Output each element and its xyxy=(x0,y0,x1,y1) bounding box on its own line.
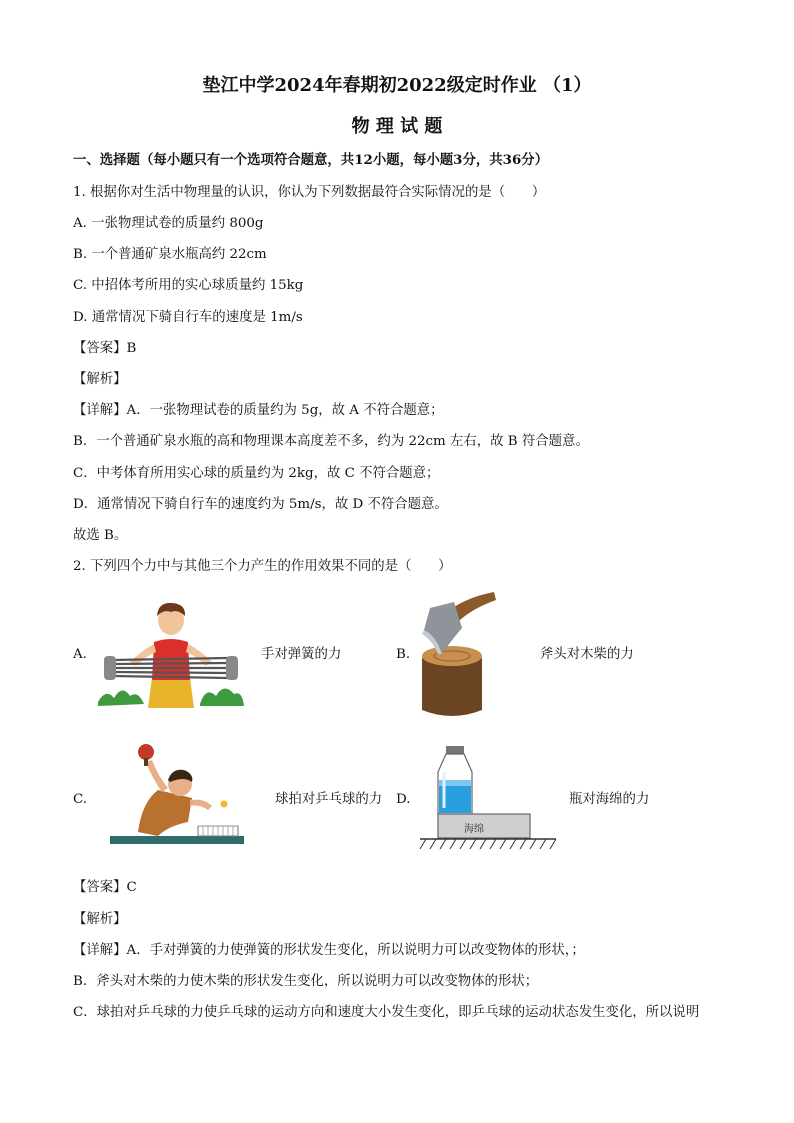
q1-analysis: 【解析】 xyxy=(73,372,127,387)
q1-option-a: A. 一张物理试卷的质量约 800g xyxy=(73,216,264,231)
section-heading: 一、选择题（每小题只有一个选项符合题意，共12小题，每小题3分，共36分） xyxy=(73,152,549,168)
q2-caption-a: 手对弹簧的力 xyxy=(261,647,342,662)
q2-stem: 2. 下列四个力中与其他三个力产生的作用效果不同的是（ ） xyxy=(73,559,452,574)
q1-option-c: C. 中招体考所用的实心球质量约 15kg xyxy=(73,278,304,293)
sponge-label: 海绵 xyxy=(464,824,484,835)
q1-option-b: B. 一个普通矿泉水瓶高约 22cm xyxy=(73,247,267,262)
q2-detail-a: 【详解】A．手对弹簧的力使弹簧的形状发生变化，所以说明力可以改变物体的形状，； xyxy=(73,943,585,958)
q1-conclusion: 故选 B。 xyxy=(73,528,128,543)
axe-log-illustration xyxy=(402,588,502,718)
spring-stretcher-illustration xyxy=(96,600,246,710)
q2-letter-a: A. xyxy=(73,647,87,662)
q2-caption-d: 瓶对海绵的力 xyxy=(569,792,650,807)
q2-detail-b: B．斧头对木柴的力使木柴的形状发生变化，所以说明力可以改变物体的形状； xyxy=(73,974,539,989)
q2-caption-c: 球拍对乒乓球的力 xyxy=(275,792,383,807)
q1-detail-b: B．一个普通矿泉水瓶的高和物理课本高度差不多，约为 22cm 左右，故 B 符合题意。 xyxy=(73,434,589,449)
q2-detail-c: C．球拍对乒乓球的力使乒乓球的运动方向和速度大小发生变化，即乒乓球的运动状态发生变化，所以说明 xyxy=(73,1005,700,1020)
q1-detail-c: C．中考体育所用实心球的质量约为 2kg，故 C 不符合题意； xyxy=(73,466,440,481)
q2-analysis: 【解析】 xyxy=(73,912,127,927)
q2-letter-d: D. xyxy=(396,792,411,807)
q1-detail-d: D．通常情况下骑自行车的速度约为 5m/s，故 D 不符合题意。 xyxy=(73,497,448,512)
bottle-sponge-illustration xyxy=(416,746,558,854)
q1-answer: 【答案】B xyxy=(73,341,137,356)
q2-letter-c: C. xyxy=(73,792,88,807)
page-subtitle: 物 理 试 题 xyxy=(351,116,443,137)
q2-answer: 【答案】C xyxy=(73,880,137,895)
q1-stem: 1. 根据你对生活中物理量的认识，你认为下列数据最符合实际情况的是（ ） xyxy=(73,185,546,200)
page-title: 垫江中学2024年春期初2022级定时作业 （1） xyxy=(202,75,592,96)
table-tennis-illustration xyxy=(108,742,246,848)
q2-letter-b: B. xyxy=(396,647,411,662)
q2-caption-b: 斧头对木柴的力 xyxy=(540,647,634,662)
q1-option-d: D. 通常情况下骑自行车的速度是 1m/s xyxy=(73,310,303,325)
q1-detail-a: 【详解】A．一张物理试卷的质量约为 5g，故 A 不符合题意； xyxy=(73,403,444,418)
